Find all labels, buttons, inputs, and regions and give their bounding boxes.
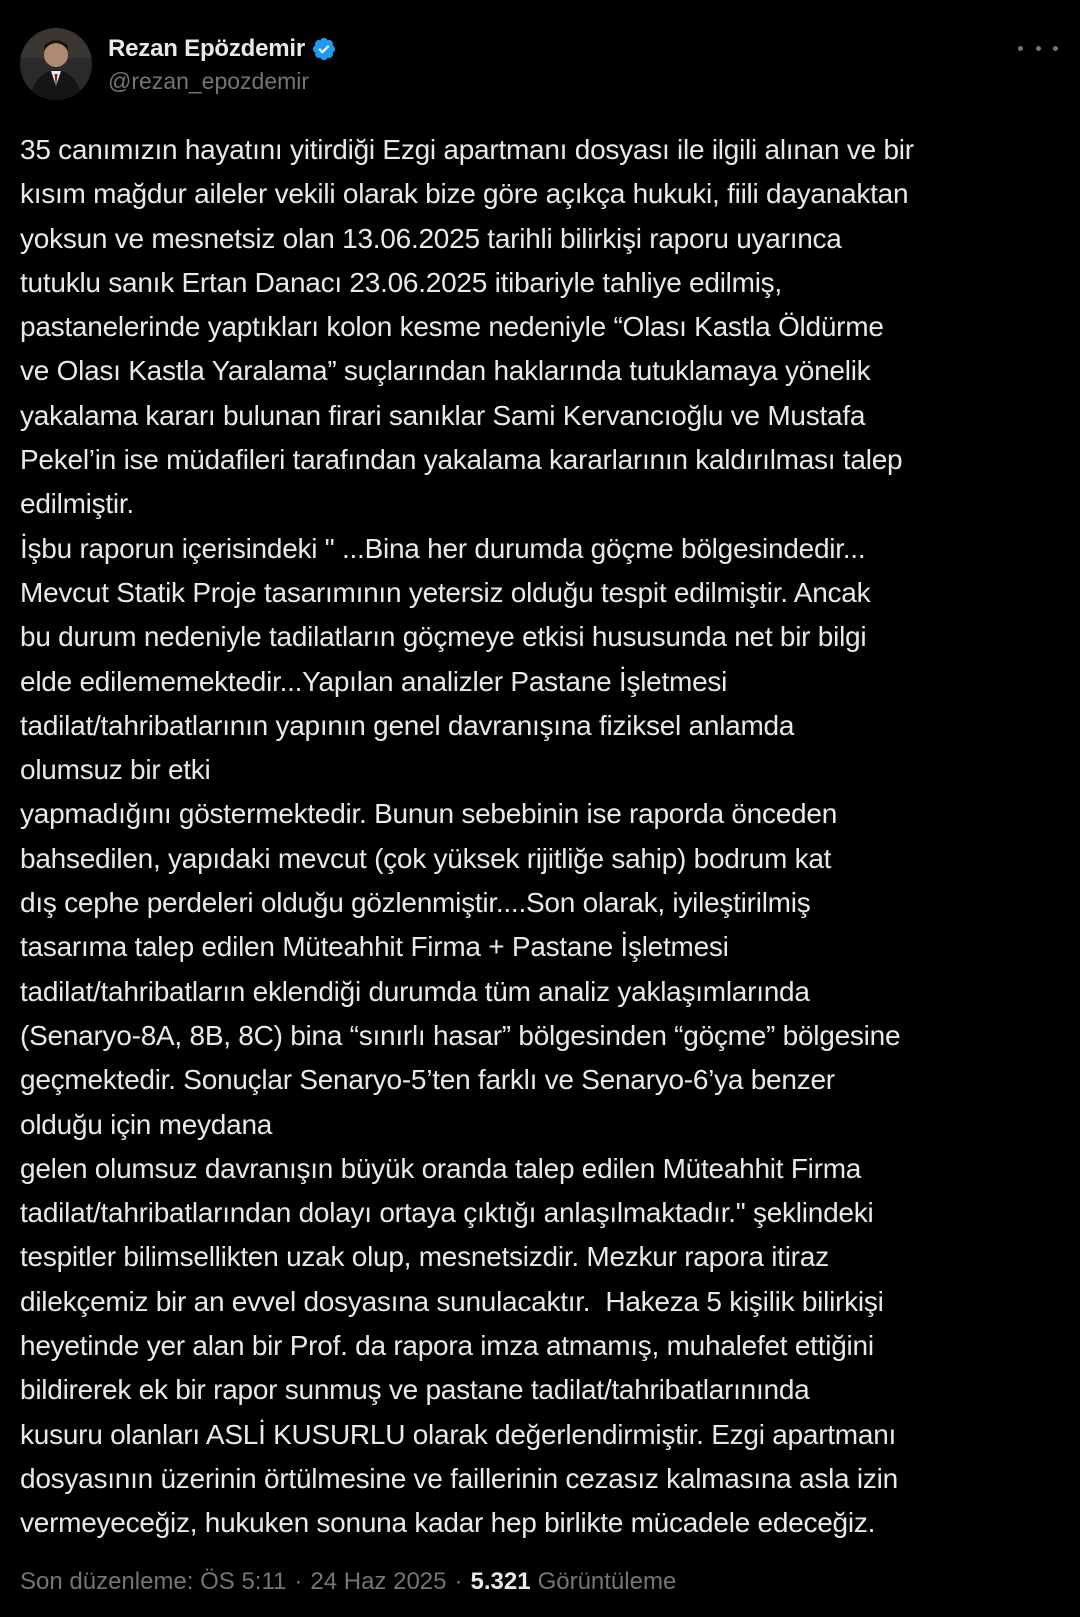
user-handle[interactable]: @rezan_epozdemir xyxy=(108,68,310,94)
tweet-text-line: olumsuz bir etki xyxy=(20,754,211,786)
tweet-text-line: dış cephe perdeleri olduğu gözlenmiştir....Son olarak, iyileştirilmiş xyxy=(20,887,811,919)
tweet-text-line: tutuklu sanık Ertan Danacı 23.06.2025 itibariyle tahliye edilmiş, xyxy=(20,266,782,298)
tweet-text-line: tadilat/tahribatların eklendiği durumda tüm analiz yaklaşımlarında xyxy=(20,975,810,1007)
tweet-text-line: tadilat/tahribatlarından dolayı ortaya çıktığı anlaşılmaktadır." şeklindeki xyxy=(20,1197,874,1229)
avatar[interactable] xyxy=(20,28,92,100)
tweet-text-line: 35 canımızın hayatını yitirdiği Ezgi apartmanı dosyası ile ilgili alınan ve bir xyxy=(20,134,914,165)
more-horizontal-icon[interactable] xyxy=(1018,38,1058,58)
tweet-text-line: elde edilememektedir...Yapılan analizler Pastane İşletmesi xyxy=(20,665,728,697)
meta-separator: · xyxy=(454,1568,463,1595)
tweet-text-line: bahsedilen, yapıdaki mevcut (çok yüksek rijitliğe sahip) bodrum kat xyxy=(20,842,832,874)
display-name[interactable]: Rezan Epözdemir xyxy=(108,35,306,62)
tweet-text-line: Mevcut Statik Proje tasarımının yetersiz olduğu tespit edilmiştir. Ancak xyxy=(20,576,871,608)
tweet-text-line: dilekçemiz bir an evvel dosyasına sunulacaktır. Hakeza 5 kişilik bilirkişi xyxy=(20,1285,884,1317)
views-count[interactable]: 5.321 xyxy=(470,1568,531,1595)
tweet-text-line: İşbu raporun içerisindeki " ...Bina her durumda göçme bölgesindedir... xyxy=(20,532,866,564)
tweet-text-line: heyetinde yer alan bir Prof. da rapora imza atmamış, muhalefet ettiğini xyxy=(20,1330,874,1362)
tweet-text-line: bildirerek ek bir rapor sunmuş ve pastane tadilat/tahribatlarınında xyxy=(20,1374,810,1406)
tweet-text-line: kusuru olanları ASLİ KUSURLU olarak değerlendirmiştir. Ezgi apartmanı xyxy=(20,1418,897,1450)
tweet-text-line: kısım mağdur aileler vekili olarak bize göre açıkça hukuki, fiili dayanaktan xyxy=(20,178,909,210)
tweet-text-line: geçmektedir. Sonuçlar Senaryo-5’ten farklı ve Senaryo-6’ya benzer xyxy=(20,1064,835,1096)
tweet-text-line: tadilat/tahribatlarının yapının genel davranışına fiziksel anlamda xyxy=(20,709,795,741)
name-row xyxy=(108,32,337,66)
tweet-header xyxy=(20,28,1060,108)
author-info xyxy=(108,32,337,95)
tweet-text-line: olduğu için meydana xyxy=(20,1108,273,1140)
tweet-text-line: yoksun ve mesnetsiz olan 13.06.2025 tarihli bilirkişi raporu uyarınca xyxy=(20,222,842,254)
edited-timestamp[interactable]: Son düzenleme: ÖS 5:11 xyxy=(20,1568,287,1595)
meta-separator: · xyxy=(294,1568,303,1595)
tweet-text-line: ve Olası Kastla Yaralama” suçlarından haklarında tutuklamaya yönelik xyxy=(20,355,871,387)
tweet-text-line: pastanelerinde yaptıkları kolon kesme nedeniyle “Olası Kastla Öldürme xyxy=(20,311,884,343)
tweet-text-line: (Senaryo-8A, 8B, 8C) bina “sınırlı hasar” bölgesinden “göçme” bölgesine xyxy=(20,1019,901,1051)
tweet-text-line: bu durum nedeniyle tadilatların göçmeye etkisi hususunda net bir bilgi xyxy=(20,621,867,653)
tweet-text-line: Pekel’in ise müdafileri tarafından yakalama kararlarının kaldırılması talep xyxy=(20,444,903,476)
tweet-text-line: yakalama kararı bulunan firari sanıklar Sami Kervancıoğlu ve Mustafa xyxy=(20,399,866,431)
tweet-text xyxy=(20,128,1065,1546)
tweet-text-line: tasarıma talep edilen Müteahhit Firma + Pastane İşletmesi xyxy=(20,931,729,963)
tweet-text-line: edilmiştir. xyxy=(20,488,134,520)
verified-badge-icon[interactable] xyxy=(311,36,337,62)
tweet-text-line: gelen olumsuz davranışın büyük oranda talep edilen Müteahhit Firma xyxy=(20,1152,862,1184)
tweet-text-line: yapmadığını göstermektedir. Bunun sebebinin ise raporda önceden xyxy=(20,798,838,830)
tweet-text-line: vermeyeceğiz, hukuken sonuna kadar hep birlikte mücadele edeceğiz. xyxy=(20,1507,876,1539)
views-label: Görüntüleme xyxy=(537,1568,677,1595)
tweet-meta xyxy=(20,1568,676,1596)
tweet-text-line: tespitler bilimsellikten uzak olup, mesnetsizdir. Mezkur rapora itiraz xyxy=(20,1241,829,1273)
tweet-text-line: dosyasının üzerinin örtülmesine ve faillerinin cezasız kalmasına asla izin xyxy=(20,1462,898,1494)
tweet-date[interactable]: 24 Haz 2025 xyxy=(310,1568,447,1595)
profile-photo-icon xyxy=(20,28,92,100)
